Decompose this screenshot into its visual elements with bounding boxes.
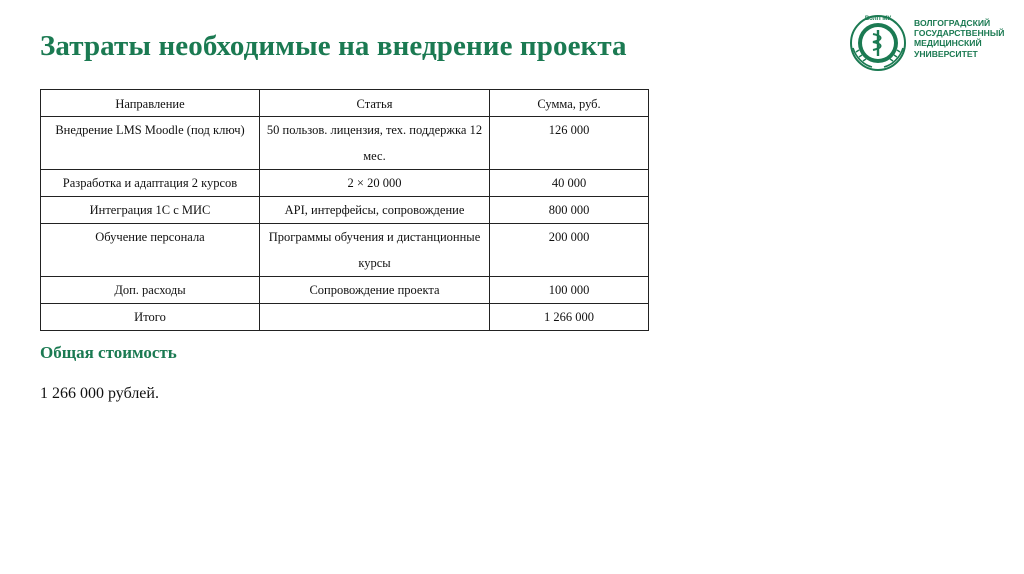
university-name-line-3: МЕДИЦИНСКИЙ [914, 38, 982, 49]
table-row [41, 224, 649, 277]
table-cell: Разработка и адаптация 2 курсов [41, 170, 260, 197]
table-row [41, 170, 649, 197]
table-cell: 2 × 20 000 [260, 170, 490, 197]
table-row [41, 197, 649, 224]
table-cell: 40 000 [490, 170, 649, 197]
university-name-line-2: ГОСУДАРСТВЕННЫЙ [914, 28, 1005, 39]
table-cell: Внедрение LMS Moodle (под ключ) [41, 117, 260, 170]
column-header-amount: Сумма, руб. [490, 90, 649, 117]
table-cell: 800 000 [490, 197, 649, 224]
column-header-item: Статья [260, 90, 490, 117]
total-cost-heading: Общая стоимость [40, 343, 177, 362]
table-cell: Программы обучения и дистанционные курсы [260, 224, 490, 277]
table-cell: 50 пользов. лицензия, тех. поддержка 12 мес. [260, 117, 490, 170]
table-cell: 1 266 000 [490, 304, 649, 331]
table-cell [260, 304, 490, 331]
table-cell: Сопровождение проекта [260, 277, 490, 304]
costs-table [40, 89, 649, 331]
university-name [914, 18, 1024, 59]
table-row [41, 277, 649, 304]
university-name-line-1: ВОЛГОГРАДСКИЙ [914, 18, 991, 28]
table-header-row [41, 90, 649, 117]
table-cell: Обучение персонала [41, 224, 260, 277]
table-cell: Доп. расходы [41, 277, 260, 304]
table-cell: 200 000 [490, 224, 649, 277]
column-header-direction: Направление [41, 90, 260, 117]
university-emblem-icon [846, 12, 910, 72]
total-cost-text: 1 266 000 рублей. [40, 385, 159, 402]
table-cell: Интеграция 1С с МИС [41, 197, 260, 224]
table-cell: 100 000 [490, 277, 649, 304]
table-row-total [41, 304, 649, 331]
table-cell: Итого [41, 304, 260, 331]
table-row [41, 117, 649, 170]
table-cell: 126 000 [490, 117, 649, 170]
emblem-text: ВолгГМУ [864, 16, 892, 22]
university-name-line-4: УНИВЕРСИТЕТ [914, 48, 978, 59]
table-cell: API, интерфейсы, сопровождение [260, 197, 490, 224]
university-logo [846, 12, 1016, 72]
slide-title: Затраты необходимые на внедрение проекта [40, 30, 627, 62]
